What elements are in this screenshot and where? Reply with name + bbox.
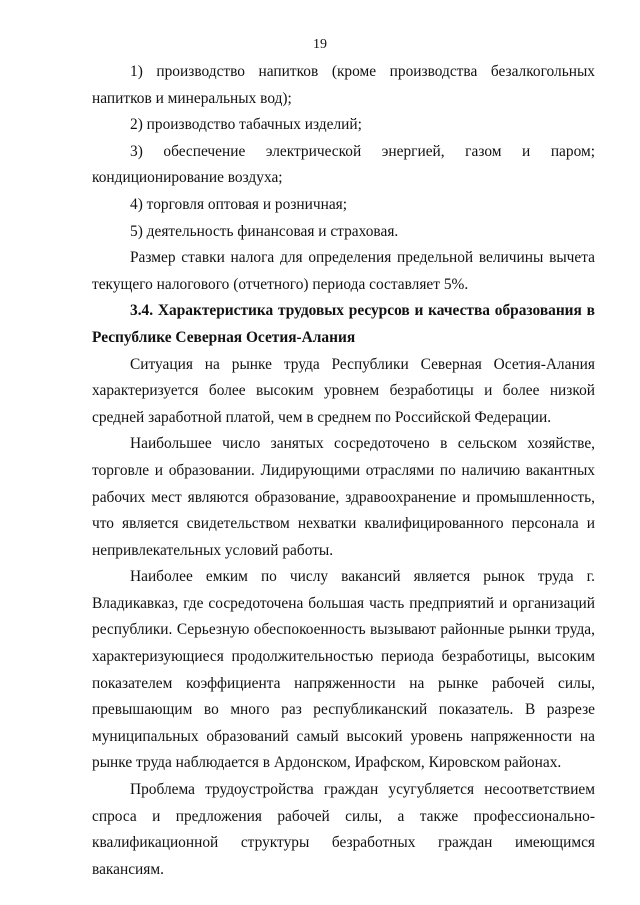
page-number: 19	[313, 37, 327, 52]
list-item-energy: 3) обеспечение электрической энергией, газом и паром; кондиционирование воздуха;	[92, 142, 595, 187]
list-item-tobacco: 2) производство табачных изделий;	[130, 116, 362, 134]
list-item-finance: 5) деятельность финансовая и страховая.	[130, 222, 399, 240]
tax-rate-paragraph: Размер ставки налога для определения предельной величины вычета текущего налогового (отчетного) периода составляет 5%.	[92, 249, 595, 293]
labor-market-paragraph: Ситуация на рынке труда Республики Северная Осетия-Алания характеризуется более высоким уровнем безработицы и более низкой средней заработной платой, чем в среднем по Российской Федерации.	[92, 355, 595, 426]
employment-problem-paragraph: Проблема трудоустройства граждан усугубляется несоответствием спроса и предложения рабочей силы, а также профессионально-квалификационной структуры безработных граждан имеющимся вакансиям.	[92, 781, 595, 878]
section-heading: 3.4. Характеристика трудовых ресурсов и качества образования в Республике Северная Осетия-Алания	[92, 302, 595, 346]
list-item-beverages: 1) производство напитков (кроме производства безалкогольных напитков и минеральных вод);	[92, 63, 595, 107]
employment-sectors-paragraph: Наибольшее число занятых сосредоточено в сельском хозяйстве, торговле и образовании. Лидирующими отраслями по наличию вакантных рабочих мест являются образование, здравоохранение и промышленность, что является свидетельством нехватки квалифицированного персонала и непривлекательных условий работы.	[92, 435, 595, 559]
document-body	[92, 59, 595, 883]
vacancies-paragraph: Наиболее емким по числу вакансий является рынок труда г. Владикавказ, где сосредоточена большая часть предприятий и организаций республики. Серьезную обеспокоенность вызывают районные рынки труда, характеризующиеся продолжительностью периода безработицы, высоким показателем коэффициента напряженности на рынке рабочей силы, превышающим во много раз республиканский показатель. В разрезе муниципальных образований самый высокий уровень напряженности на рынке труда наблюдается в Ардонском, Ирафском, Кировском районах.	[92, 568, 595, 772]
list-item-trade: 4) торговля оптовая и розничная;	[130, 195, 348, 213]
